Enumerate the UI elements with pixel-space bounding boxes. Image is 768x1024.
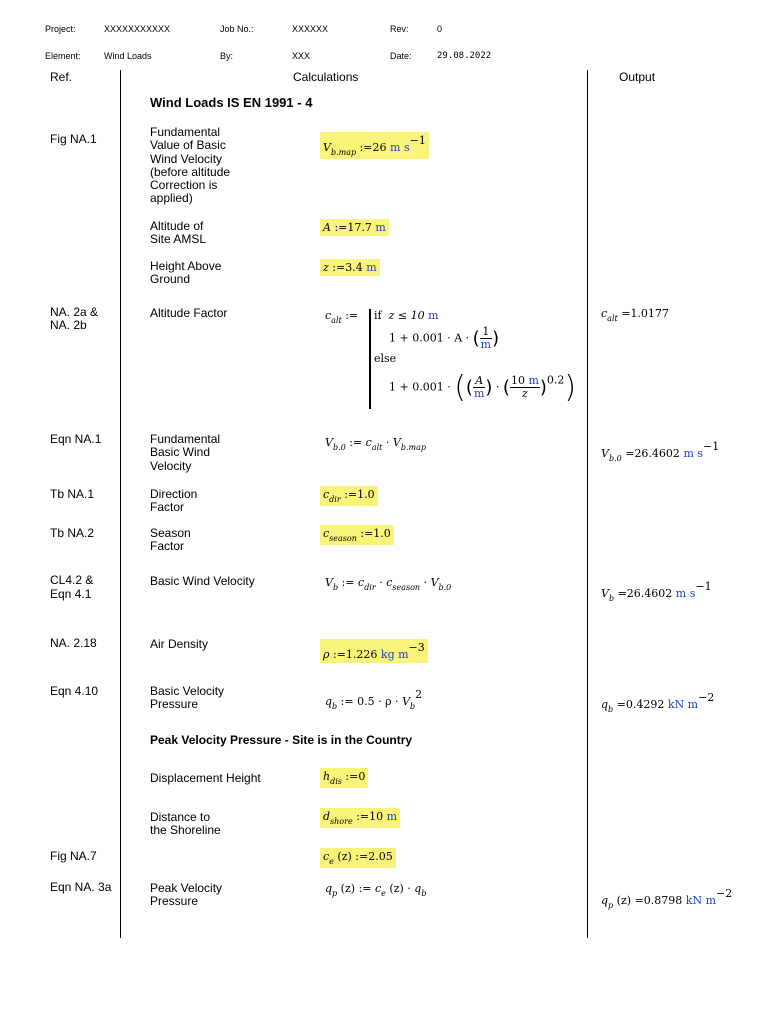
eq-exposure-factor: $c_e$ (z) :=2.05 [320, 848, 396, 868]
column-divider-right [587, 70, 588, 938]
ref-eqn-na3a: Eqn NA. 3a [50, 880, 112, 894]
ref-tb-na1: Tb NA.1 [50, 487, 95, 501]
column-divider-left [120, 70, 121, 938]
desc-altitude-factor: Altitude Factor [150, 306, 228, 320]
page-title: Wind Loads IS EN 1991 - 4 [150, 95, 313, 110]
eq-vbmap: $V_{b.map}$ :=26 m s−1 [320, 132, 429, 159]
out-vb0: $V_{b.0} =26.4602$ m s−1 [601, 440, 720, 463]
eq-qp: $q_p$ (z) := $c_e$ $(z) \cdot q_b$ [325, 882, 427, 898]
desc-fundamental-basic: Fundamental Basic Wind Velocity [150, 432, 221, 473]
eq-vb0: $V_{b.0}$ := $c_{alt} \cdot V_{b.map}$ [325, 436, 426, 452]
eq-air-density: ρ :=1.226 kg m−3 [320, 639, 428, 663]
out-vb: $V_b =26.4602$ m s−1 [601, 580, 712, 603]
piecewise-bracket [369, 309, 371, 409]
date-value: 29.08.2022 [437, 51, 492, 61]
ref-na2b: NA. 2b [50, 318, 87, 332]
by-value: XXX [292, 51, 311, 61]
project-value: XXXXXXXXXXX [104, 24, 171, 34]
ref-na218: NA. 2.18 [50, 636, 97, 650]
ref-eqn-na1: Eqn NA.1 [50, 432, 102, 446]
jobno-value: XXXXXX [292, 24, 329, 34]
date-label: Date: [390, 51, 412, 61]
eq-qb: $q_b$ := $0.5 \cdot \rho \cdot V_b2$ [325, 688, 423, 711]
peak-velocity-subheading: Peak Velocity Pressure - Site is in the Country [150, 733, 413, 747]
project-label: Project: [45, 24, 76, 34]
out-calt: $c_{alt} =1.0177$ [601, 307, 669, 323]
desc-peak-velocity-pressure: Peak Velocity Pressure [150, 881, 223, 909]
out-qp: $q_p$ (z) =0.8798 kN m−2 [601, 887, 733, 910]
desc-distance-shoreline: Distance to the Shoreline [150, 810, 221, 838]
desc-air-density: Air Density [150, 637, 209, 651]
jobno-label: Job No.: [220, 24, 254, 34]
by-label: By: [220, 51, 234, 61]
desc-basic-wind-velocity: Basic Wind Velocity [150, 574, 255, 588]
ref-tb-na2: Tb NA.2 [50, 526, 95, 540]
eq-altitude: A :=17.7 m [320, 219, 389, 236]
ref-fig-na1: Fig NA.1 [50, 132, 97, 146]
rev-value: 0 [437, 24, 443, 34]
desc-season: Season Factor [150, 526, 191, 554]
element-label: Element: [45, 51, 81, 61]
ref-na2a: NA. 2a & [50, 305, 99, 319]
desc-basic-velocity-pressure: Basic Velocity Pressure [150, 684, 225, 712]
rev-label: Rev: [390, 24, 409, 34]
desc-fundamental-value: Fundamental Value of Basic Wind Velocity (before altitude Correction is applied) [150, 125, 231, 206]
ref-eqn41: Eqn 4.1 [50, 587, 92, 601]
calculations-column-heading: Calculations [293, 70, 359, 84]
ref-fig-na7: Fig NA.7 [50, 849, 97, 863]
ref-eqn410: Eqn 4.10 [50, 684, 99, 698]
element-value: Wind Loads [104, 51, 152, 61]
eq-height: z :=3.4 m [320, 259, 380, 276]
eq-season-factor: $c_{season}$ :=1.0 [320, 525, 394, 545]
ref-cl42: CL4.2 & [50, 573, 94, 587]
eq-vb: $V_b$ := $c_{dir} \cdot c_{season} \cdot V_{b.0}$ [325, 576, 452, 592]
out-qb: $q_b =0.4292$ kN m−2 [601, 691, 715, 714]
ref-column-heading: Ref. [50, 70, 73, 84]
desc-displacement: Displacement Height [150, 771, 261, 785]
desc-altitude: Altitude of Site AMSL [150, 219, 207, 247]
eq-displacement-height: $h_{dis}$ :=0 [320, 768, 368, 788]
desc-height: Height Above Ground [150, 259, 222, 287]
output-column-heading: Output [619, 70, 656, 84]
eq-direction-factor: $c_{dir}$ :=1.0 [320, 486, 378, 506]
eq-distance-shoreline: $d_{shore}$ :=10 m [320, 808, 400, 828]
desc-direction: Direction Factor [150, 487, 198, 515]
